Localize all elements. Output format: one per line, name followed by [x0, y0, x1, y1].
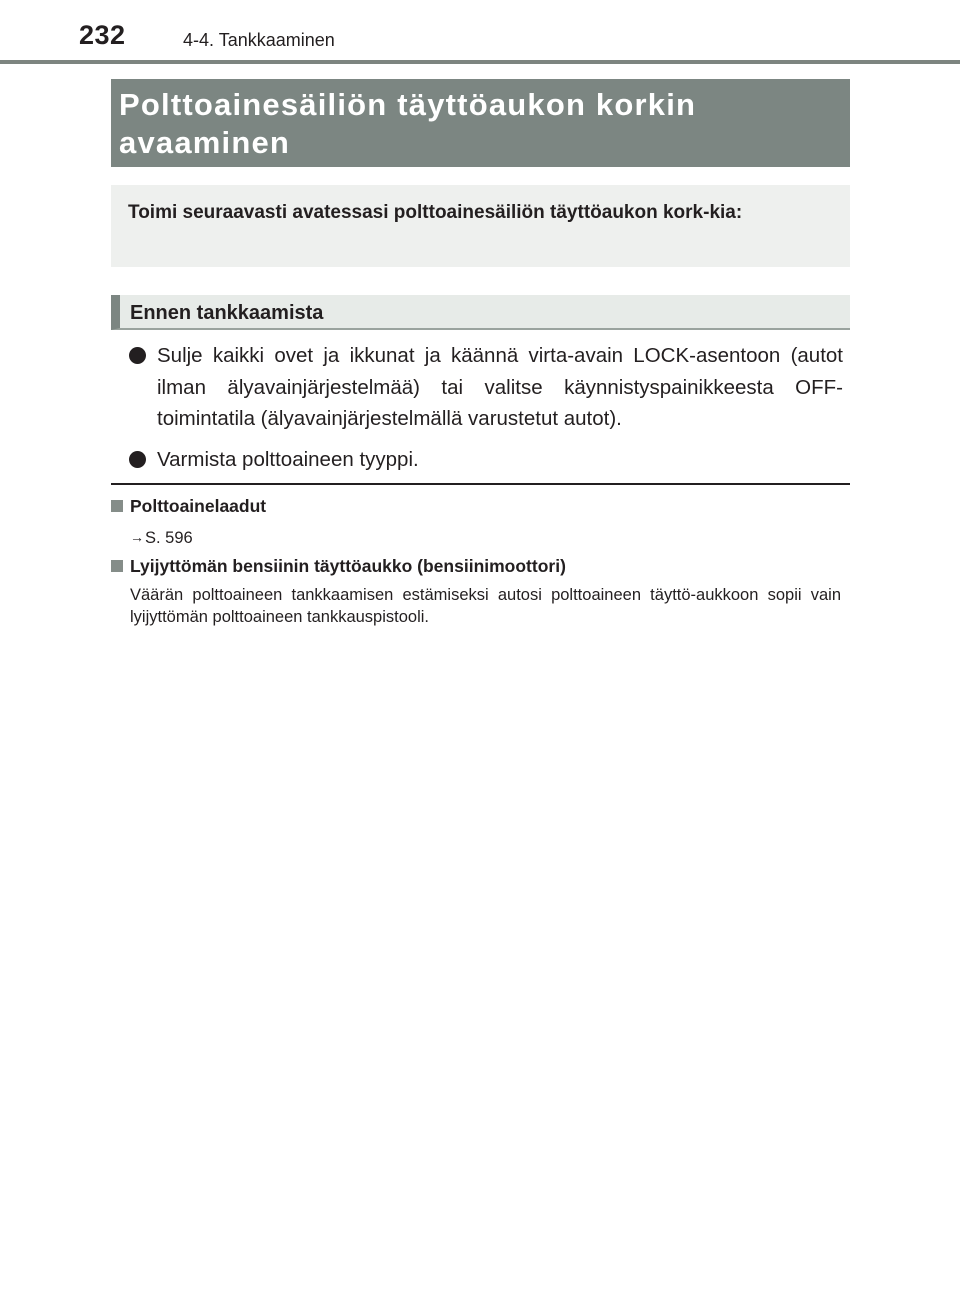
bullet-text: Varmista polttoaineen tyyppi. — [157, 447, 419, 471]
bullet-list — [125, 340, 843, 475]
list-item — [125, 340, 843, 435]
note-body — [130, 526, 841, 549]
note-unleaded-filler — [111, 556, 850, 636]
bullet-text: Sulje kaikki ovet ja ikkunat ja käännä virta-avain LOCK-asentoon (autot ilman älyavainjärjestelmää) tai valitse käynnistyspainikkeesta OFF-toimintatila (älyavainjärjestelmällä varustetut autot). — [157, 344, 843, 430]
note-heading: Polttoainelaadut — [130, 496, 267, 516]
bullet-icon — [129, 347, 146, 364]
note-body: Väärän polttoaineen tankkaamisen estämiseksi autosi polttoaineen täyttö-aukkoon sopii vain lyijyttömän polttoaineen tankkauspistooli. — [130, 586, 841, 626]
square-bullet-icon — [111, 500, 123, 512]
page-reference-link[interactable]: S. 596 — [145, 529, 193, 547]
subsection-heading — [111, 295, 850, 330]
page-title: Polttoainesäiliön täyttöaukon korkin avaaminen — [119, 87, 697, 160]
header-rule — [0, 60, 960, 64]
intro-box — [111, 185, 850, 267]
section-label: 4-4. Tankkaaminen — [183, 30, 335, 50]
subsection-heading-text: Ennen tankkaamista — [130, 302, 324, 324]
note-fuel-grades — [111, 496, 850, 546]
title-banner — [111, 79, 850, 167]
bullet-icon — [129, 451, 146, 468]
list-item — [125, 444, 843, 476]
square-bullet-icon — [111, 560, 123, 572]
intro-text: Toimi seuraavasti avatessasi polttoainesäiliön täyttöaukon kork-kia: — [128, 202, 743, 223]
page-number: 232 — [79, 20, 126, 50]
divider — [111, 483, 850, 485]
arrow-right-icon: → — [130, 529, 144, 545]
note-heading: Lyijyttömän bensiinin täyttöaukko (bensiinimoottori) — [130, 556, 566, 576]
